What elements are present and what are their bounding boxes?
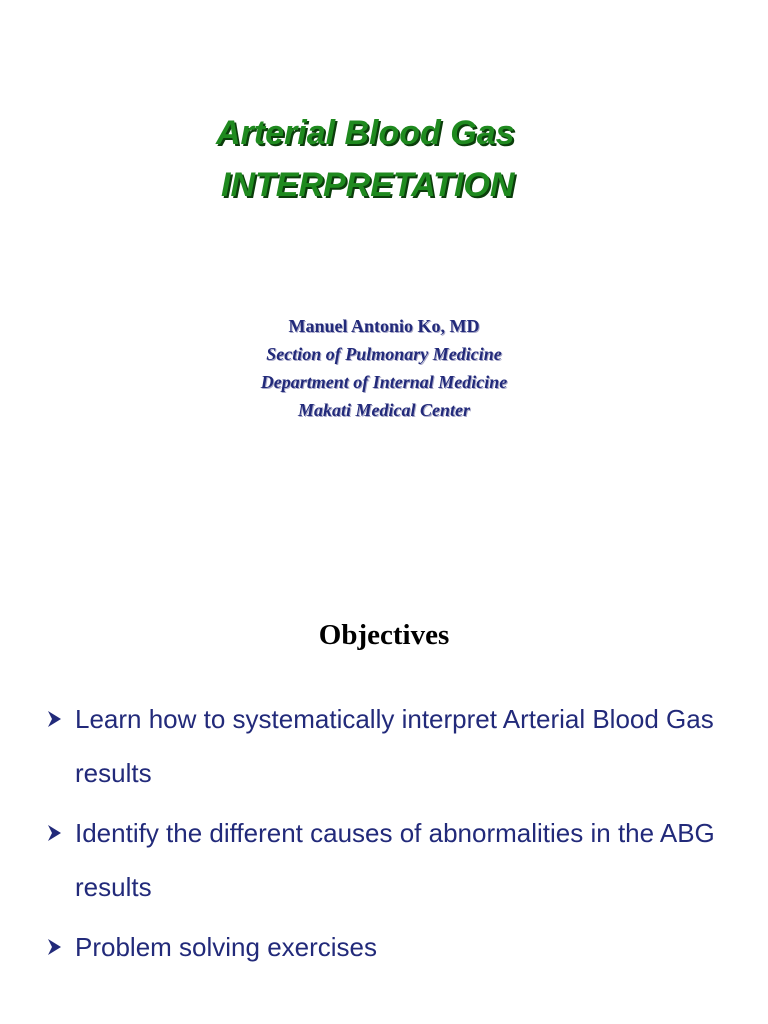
arrow-right-icon (46, 806, 68, 860)
arrow-right-icon (46, 692, 68, 746)
bullet-text: Learn how to systematically interpret Arterial Blood Gas results (75, 704, 714, 788)
arrow-right-icon (46, 920, 68, 974)
list-item (46, 920, 736, 974)
bullet-text: Identify the different causes of abnormalities in the ABG results (75, 818, 715, 902)
title-line-1: Arterial Blood Gas (216, 114, 515, 152)
list-item (46, 806, 736, 914)
bullet-text: Problem solving exercises (75, 932, 378, 962)
list-item (46, 692, 736, 800)
author-block (0, 312, 768, 424)
author-institution: Makati Medical Center (298, 400, 470, 420)
author-section: Section of Pulmonary Medicine (266, 344, 502, 364)
objectives-heading: Objectives (318, 619, 450, 651)
author-department: Department of Internal Medicine (260, 372, 508, 392)
author-name: Manuel Antonio Ko, MD (288, 316, 480, 336)
title-line-2: INTERPRETATION (221, 166, 515, 204)
objectives-list (46, 692, 736, 980)
